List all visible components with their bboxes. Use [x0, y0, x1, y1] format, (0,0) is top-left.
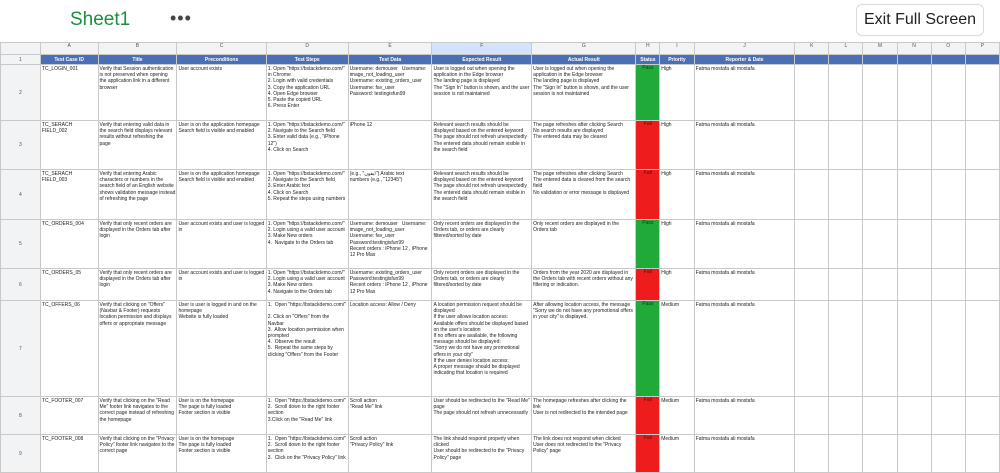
data-text: Username: demouser Username: image_not_loading_user Username: existing_orders_user Username: fav_user Password: testingisfun99 — [349, 66, 427, 97]
empty-cell[interactable] — [897, 269, 931, 301]
column-header[interactable]: O — [931, 43, 965, 55]
empty-cell[interactable] — [965, 55, 999, 65]
empty-cell[interactable] — [931, 170, 965, 220]
empty-cell[interactable] — [829, 65, 863, 121]
empty-cell[interactable] — [965, 121, 999, 170]
data-cell[interactable] — [348, 269, 432, 301]
empty-cell[interactable] — [897, 55, 931, 65]
empty-cell[interactable] — [863, 397, 897, 435]
priority-text: High — [661, 221, 672, 227]
priority-text: Medium — [661, 436, 680, 442]
reporter-text: Fatma mostafa ali mostafa — [695, 122, 755, 128]
column-header[interactable]: K — [795, 43, 829, 55]
row-number[interactable]: 1 — [1, 55, 41, 65]
column-header[interactable]: L — [829, 43, 863, 55]
actual-cell[interactable] — [532, 170, 636, 220]
empty-cell[interactable] — [965, 220, 999, 269]
id-cell[interactable] — [40, 435, 98, 473]
preconditions-text: User account exists and user is logged in — [178, 270, 266, 283]
steps-text: 1. Open "https://bstackdemo.com/" 2. Scroll down to the right footer section 3. Click on the "Privacy Policy" link — [267, 436, 347, 461]
priority-text: High — [661, 66, 672, 72]
preconditions-text: User is user is logged in and on the homepage Website is fully loaded — [178, 302, 257, 321]
priority-cell[interactable] — [660, 397, 695, 435]
row-number[interactable]: 4 — [1, 170, 41, 220]
column-header[interactable]: E — [348, 43, 432, 55]
steps-text: 1. Open "https://bstackdemo.com/" 2. Login using a valid user account 3. Make New orders 4. Navigate to the Orders tab — [267, 270, 345, 295]
actual-cell[interactable] — [532, 220, 636, 269]
empty-cell[interactable] — [829, 121, 863, 170]
id-text: TC_FOOTER_007 — [41, 398, 84, 404]
empty-cell[interactable] — [965, 65, 999, 121]
actual-text: User is logged out when opening the application in the Edge browser The landing page is displayed The "Sign In" button is shown, and the user session is not maintained — [533, 66, 629, 97]
empty-cell[interactable] — [829, 397, 863, 435]
actual-cell[interactable] — [532, 301, 636, 397]
status-cell[interactable]: Pass — [636, 220, 660, 269]
expected-text: Only recent orders are displayed in the Orders tab, or orders are clearly filtered/sorted by date — [433, 270, 521, 289]
empty-cell[interactable] — [897, 170, 931, 220]
expected-text: Relevant search results should be displayed based on the entered keyword The page should not refresh unexpectedly The entered data should remain visible in the search field — [433, 171, 527, 202]
id-text: TC_SERACH FIELD_002 — [41, 122, 74, 135]
id-cell[interactable] — [40, 397, 98, 435]
data-text: Scroll action "Privacy Policy" link — [349, 436, 394, 449]
actual-text: Orders from the year 2020 are displayed in the Orders tab with recent orders without any filtering or indication. — [533, 270, 635, 289]
id-cell[interactable] — [40, 65, 98, 121]
id-cell[interactable] — [40, 301, 98, 397]
reporter-cell[interactable] — [694, 170, 795, 220]
status-cell[interactable]: Fail — [636, 121, 660, 170]
title-cell[interactable] — [98, 220, 177, 269]
more-options-icon[interactable]: ••• — [170, 8, 192, 28]
header-cell[interactable]: Actual Result — [532, 55, 636, 65]
steps-text: 1. Open "https://bstackdemo.com/" 2. Login using a valid user account 3. Make New orders 4. Navigate to the Orders tab — [267, 221, 345, 246]
empty-cell[interactable] — [931, 220, 965, 269]
preconditions-text: User account exists and user is logged in — [178, 221, 266, 234]
steps-cell[interactable] — [266, 301, 348, 397]
empty-cell[interactable] — [795, 397, 829, 435]
status-cell[interactable]: Fail — [636, 397, 660, 435]
expected-cell[interactable] — [432, 65, 532, 121]
steps-cell[interactable] — [266, 397, 348, 435]
preconditions-text: User is on the homepage The page is fully loaded Footer section is visible — [178, 436, 235, 455]
empty-cell[interactable] — [829, 269, 863, 301]
title-cell[interactable] — [98, 301, 177, 397]
toolbar — [0, 0, 1000, 42]
row-number[interactable]: 9 — [1, 435, 41, 473]
empty-cell[interactable] — [863, 435, 897, 473]
empty-cell[interactable] — [931, 435, 965, 473]
table-row — [1, 121, 1000, 170]
preconditions-cell[interactable] — [177, 435, 266, 473]
column-header[interactable]: F — [432, 43, 532, 55]
title-text: Verify that entering valid data in the search field displays relevant results without refreshing the page — [99, 122, 174, 147]
empty-cell[interactable] — [897, 435, 931, 473]
steps-cell[interactable] — [266, 121, 348, 170]
header-cell[interactable]: Test Steps — [266, 55, 348, 65]
title-cell[interactable] — [98, 397, 177, 435]
steps-cell[interactable] — [266, 269, 348, 301]
actual-cell[interactable] — [532, 397, 636, 435]
header-cell[interactable]: Priority — [660, 55, 695, 65]
preconditions-cell[interactable] — [177, 121, 266, 170]
reporter-text: Fatma mostafa ali mostafa — [695, 398, 755, 404]
spreadsheet-grid[interactable] — [0, 42, 1000, 461]
reporter-text: Fatma mostafa ali mostafa — [695, 436, 755, 442]
title-text: Verify that clicking on "Offers" (Navbar & Footer) requests location permission and displays offers or appropriate message — [99, 302, 173, 327]
data-cell[interactable] — [348, 220, 432, 269]
reporter-text: Fatma mostafa ali mostafa — [695, 66, 755, 72]
reporter-cell[interactable] — [694, 435, 795, 473]
expected-text: The link should respond properly when clicked User should be redirected to the "Privacy Policy" page — [433, 436, 525, 461]
header-cell[interactable]: Reporter & Date — [694, 55, 795, 65]
row-number[interactable]: 2 — [1, 65, 41, 121]
preconditions-text: User is on the application homepage Search field is visible and enabled — [178, 122, 260, 135]
status-cell[interactable]: Fail — [636, 435, 660, 473]
empty-cell[interactable] — [931, 65, 965, 121]
id-cell[interactable] — [40, 170, 98, 220]
empty-cell[interactable] — [795, 301, 829, 397]
empty-cell[interactable] — [795, 65, 829, 121]
empty-cell[interactable] — [795, 220, 829, 269]
data-cell[interactable] — [348, 170, 432, 220]
empty-cell[interactable] — [897, 65, 931, 121]
title-cell[interactable] — [98, 170, 177, 220]
steps-text: 1. Open "https://bstackdemo.com/" in Chrome 2. Login with valid credentials 3. Copy the application URL 4. Open Edge browser 5. Paste the copied URL 6. Press Enter — [267, 66, 345, 110]
data-cell[interactable] — [348, 301, 432, 397]
title-text: Verify that only recent orders are displayed in the Orders tab after login — [99, 270, 174, 289]
data-text: Scroll action "Read Me" link — [349, 398, 383, 411]
column-header[interactable]: A — [40, 43, 98, 55]
priority-cell[interactable] — [660, 65, 695, 121]
header-cell[interactable]: Preconditions — [177, 55, 266, 65]
reporter-text: Fatma mostafa ali mostafa — [695, 302, 755, 308]
reporter-text: Fatma mostafa ali mostafa — [695, 270, 755, 276]
id-text: TC_LOGIN_001 — [41, 66, 79, 72]
data-text: Username: existing_orders_user Password:testingisfun99 Recent orders : iPhone 12 , iPhone 12 Pro Max — [349, 270, 428, 295]
empty-cell[interactable] — [795, 269, 829, 301]
empty-cell[interactable] — [897, 220, 931, 269]
expected-cell[interactable] — [432, 121, 532, 170]
data-text: (e.g., "ايفون") Arabic text numbers (e.g., "12345") — [349, 171, 405, 184]
actual-cell[interactable] — [532, 269, 636, 301]
actual-text: Only recent orders are displayed in the Orders tab — [533, 221, 621, 234]
empty-cell[interactable] — [795, 121, 829, 170]
empty-cell[interactable] — [863, 301, 897, 397]
preconditions-cell[interactable] — [177, 301, 266, 397]
id-cell[interactable] — [40, 220, 98, 269]
title-cell[interactable] — [98, 435, 177, 473]
title-text: Verify that Session authentication is not preserved when opening the application link in a different browser — [99, 66, 175, 91]
priority-cell[interactable] — [660, 170, 695, 220]
priority-text: Medium — [661, 302, 680, 308]
reporter-cell[interactable] — [694, 65, 795, 121]
empty-cell[interactable] — [829, 170, 863, 220]
empty-cell[interactable] — [829, 220, 863, 269]
empty-cell[interactable] — [829, 55, 863, 65]
empty-cell[interactable] — [931, 121, 965, 170]
empty-cell[interactable] — [829, 435, 863, 473]
priority-cell[interactable] — [660, 269, 695, 301]
actual-cell[interactable] — [532, 121, 636, 170]
table-row — [1, 170, 1000, 220]
table-row — [1, 220, 1000, 269]
header-cell[interactable]: Title — [98, 55, 177, 65]
expected-cell[interactable] — [432, 170, 532, 220]
actual-text: The page refreshes after clicking Search The entered data is cleared from the search field No validation or error message is displayed — [533, 171, 631, 196]
table-row — [1, 269, 1000, 301]
steps-cell[interactable] — [266, 220, 348, 269]
table-row — [1, 301, 1000, 397]
column-header[interactable]: D — [266, 43, 348, 55]
empty-cell[interactable] — [829, 301, 863, 397]
empty-cell[interactable] — [931, 269, 965, 301]
priority-text: High — [661, 171, 672, 177]
empty-cell[interactable] — [965, 269, 999, 301]
empty-cell[interactable] — [795, 55, 829, 65]
actual-cell[interactable] — [532, 65, 636, 121]
row-number[interactable]: 7 — [1, 301, 41, 397]
empty-cell[interactable] — [931, 301, 965, 397]
empty-cell[interactable] — [965, 301, 999, 397]
empty-cell[interactable] — [897, 397, 931, 435]
column-header[interactable]: H — [636, 43, 660, 55]
header-cell[interactable]: Expected Result — [432, 55, 532, 65]
empty-cell[interactable] — [931, 397, 965, 435]
priority-cell[interactable] — [660, 301, 695, 397]
data-cell[interactable] — [348, 121, 432, 170]
steps-text: 1. Open "https://bstackdemo.com/" 2. Navigate to the Search field 3. Enter Arabic text 4. Click on Search 5. Repeat the steps using numbers — [267, 171, 346, 202]
priority-text: High — [661, 270, 672, 276]
empty-cell[interactable] — [863, 55, 897, 65]
reporter-cell[interactable] — [694, 269, 795, 301]
preconditions-cell[interactable] — [177, 269, 266, 301]
expected-text: A location permission request should be displayed If the user allows location access: Available offers should be displayed based on the user's location If no offers are available, the following message should be displayed: "Sorry we do not have any promotional offers in your city" If the user denies location access: A proper message should be displayed indicating that location is required — [433, 302, 529, 377]
reporter-cell[interactable] — [694, 397, 795, 435]
data-cell[interactable] — [348, 65, 432, 121]
steps-text: 1. Open "https://bstackdemo.com/" 2. Navigate to the Search field 3. Enter valid data (e.g., "iPhone 12") 4. Click on Search — [267, 122, 345, 153]
reporter-cell[interactable] — [694, 121, 795, 170]
title-cell[interactable] — [98, 269, 177, 301]
empty-cell[interactable] — [795, 435, 829, 473]
actual-text: The homepage refreshes after clicking the link User is not redirected to the intended page — [533, 398, 628, 417]
expected-text: User should be redirected to the "Read Me" page The page should not refresh unnecessarily — [433, 398, 530, 417]
preconditions-text: User is on the homepage The page is fully loaded Footer section is visible — [178, 398, 235, 417]
table-row — [1, 435, 1000, 473]
actual-text: The link does not respond when clicked User does not redirected to the "Privacy Policy" page — [533, 436, 622, 455]
column-header[interactable]: N — [897, 43, 931, 55]
column-header[interactable]: B — [98, 43, 177, 55]
data-cell[interactable] — [348, 435, 432, 473]
reporter-text: Fatma mostafa ali mostafa — [695, 171, 755, 177]
steps-text: 1. Open "https://bstackdemo.com/" 2. Scroll down to the right footer section 3.Click on the "Read Me" link — [267, 398, 347, 423]
expected-cell[interactable] — [432, 435, 532, 473]
id-cell[interactable] — [40, 121, 98, 170]
steps-cell[interactable] — [266, 65, 348, 121]
empty-cell[interactable] — [795, 170, 829, 220]
title-text: Verify that clicking on the "Privacy Policy" footer link navigates to the correct page — [99, 436, 176, 455]
priority-cell[interactable] — [660, 220, 695, 269]
actual-cell[interactable] — [532, 435, 636, 473]
title-text: Verify that clicking on the "Read Me" footer link navigates to the correct page instead of refreshing the homepage — [99, 398, 176, 423]
row-number[interactable]: 5 — [1, 220, 41, 269]
column-header-row — [1, 43, 1000, 55]
preconditions-cell[interactable] — [177, 65, 266, 121]
row-number[interactable]: 6 — [1, 269, 41, 301]
column-header[interactable]: M — [863, 43, 897, 55]
column-header[interactable]: C — [177, 43, 266, 55]
reporter-cell[interactable] — [694, 301, 795, 397]
data-text: Username: demouser Username: image_not_loading_user Username: fav_user Password:testingisfun99 Recent orders : iPhone 12 , iPhone 12 Pro Max — [349, 221, 428, 259]
empty-cell[interactable] — [863, 220, 897, 269]
preconditions-cell[interactable] — [177, 397, 266, 435]
preconditions-text: User is on the application homepage Search field is visible and enabled — [178, 171, 260, 184]
expected-text: Only recent orders are displayed in the Orders tab, or orders are clearly filtered/sorted by date — [433, 221, 521, 240]
column-header[interactable]: I — [660, 43, 695, 55]
status-cell[interactable]: Fail — [636, 170, 660, 220]
title-text: Verify that entering Arabic characters or numbers in the search field of an English website shows validation message instead of refreshing the page — [99, 171, 177, 202]
empty-cell[interactable] — [897, 301, 931, 397]
empty-cell[interactable] — [863, 65, 897, 121]
preconditions-cell[interactable] — [177, 220, 266, 269]
id-text: TC_ORDERS_004 — [41, 221, 84, 227]
status-cell[interactable]: Pass — [636, 301, 660, 397]
priority-text: High — [661, 122, 672, 128]
steps-cell[interactable] — [266, 435, 348, 473]
header-cell[interactable]: Test Data — [348, 55, 432, 65]
title-cell[interactable] — [98, 65, 177, 121]
data-text: iPhone 12 — [349, 122, 373, 128]
empty-cell[interactable] — [965, 170, 999, 220]
table-header-row — [1, 55, 1000, 65]
priority-text: Medium — [661, 398, 680, 404]
reporter-text: Fatma mostafa ali mostafa — [695, 221, 755, 227]
id-text: TC_SERACH FIELD_003 — [41, 171, 74, 184]
expected-text: Relevant search results should be displayed based on the entered keyword The page should not refresh unexpectedly The entered data should remain visible in the search field — [433, 122, 527, 153]
expected-cell[interactable] — [432, 220, 532, 269]
status-cell[interactable]: Pass — [636, 65, 660, 121]
sheet-title: Sheet1 — [70, 9, 131, 30]
data-text: Location access: Allow / Deny — [349, 302, 416, 308]
column-header[interactable]: J — [694, 43, 795, 55]
column-header[interactable]: G — [532, 43, 636, 55]
expected-cell[interactable] — [432, 269, 532, 301]
exit-full-screen-button[interactable]: Exit Full Screen — [856, 4, 984, 36]
column-header[interactable]: P — [965, 43, 999, 55]
id-cell[interactable] — [40, 269, 98, 301]
id-text: TC_ORDERS_05 — [41, 270, 82, 276]
table-row — [1, 397, 1000, 435]
steps-text: 1. Open "https://bstackdemo.com/" 2. Click on "Offers" from the Navbar 3. Allow location permission when prompted 4. Observe the result 5. Repeat the same steps by clicking "Offers" from the Footer — [267, 302, 347, 358]
row-number[interactable]: 3 — [1, 121, 41, 170]
row-number[interactable]: 8 — [1, 397, 41, 435]
header-cell[interactable]: Status — [636, 55, 660, 65]
actual-text: The page refreshes after clicking Search No search results are displayed The entered data may be cleared — [533, 122, 623, 141]
empty-cell[interactable] — [931, 55, 965, 65]
steps-cell[interactable] — [266, 170, 348, 220]
empty-cell[interactable] — [863, 121, 897, 170]
empty-cell[interactable] — [965, 397, 999, 435]
title-text: Verify that only recent orders are displayed in the Orders tab after login — [99, 221, 174, 240]
table-row — [1, 65, 1000, 121]
empty-cell[interactable] — [863, 269, 897, 301]
select-all-corner[interactable] — [1, 43, 41, 55]
preconditions-cell[interactable] — [177, 170, 266, 220]
id-text: TC_FOOTER_008 — [41, 436, 84, 442]
data-cell[interactable] — [348, 397, 432, 435]
reporter-cell[interactable] — [694, 220, 795, 269]
preconditions-text: User account exists — [178, 66, 223, 72]
empty-cell[interactable] — [863, 170, 897, 220]
expected-text: User is logged out when opening the application in the Edge browser The landing page is displayed The "Sign In" button is shown, and the user session is not maintained — [433, 66, 530, 97]
header-cell[interactable]: Test Case ID — [40, 55, 98, 65]
spreadsheet-table — [0, 42, 1000, 473]
priority-cell[interactable] — [660, 435, 695, 473]
priority-cell[interactable] — [660, 121, 695, 170]
empty-cell[interactable] — [965, 435, 999, 473]
expected-cell[interactable] — [432, 301, 532, 397]
expected-cell[interactable] — [432, 397, 532, 435]
id-text: TC_OFFERS_06 — [41, 302, 80, 308]
status-cell[interactable]: Fail — [636, 269, 660, 301]
title-cell[interactable] — [98, 121, 177, 170]
empty-cell[interactable] — [897, 121, 931, 170]
actual-text: After allowing location access, the message "Sorry we do not have any promotional offers in your city" is displayed. — [533, 302, 635, 321]
